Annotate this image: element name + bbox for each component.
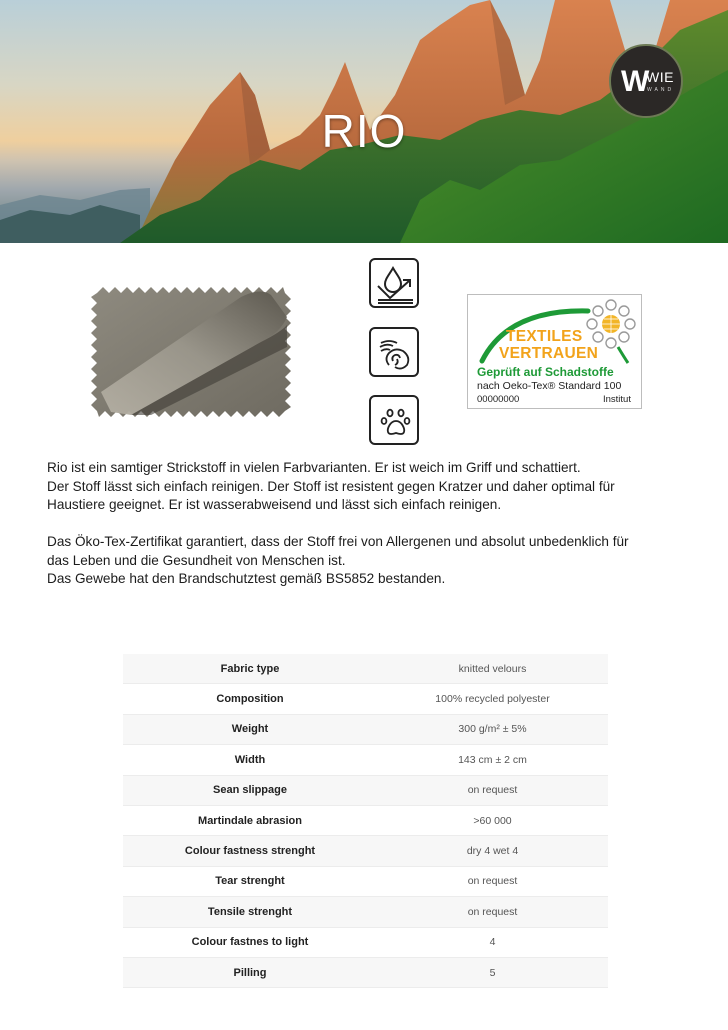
product-description (47, 459, 707, 607)
spec-row (123, 867, 608, 897)
spec-label: Tear strenght (215, 875, 285, 888)
spec-value: on request (467, 905, 518, 918)
oeko-tex-certificate (467, 294, 642, 409)
description-line: das Leben und die Gesundheit von Menschen ist. (47, 552, 346, 568)
spec-value: >60 000 (473, 814, 512, 827)
pet-friendly-icon (369, 395, 419, 445)
spec-label: Colour fastness strenght (184, 845, 316, 858)
certificate-line-3: Geprüft auf Schadstoffe (477, 365, 614, 379)
spec-label: Width (234, 753, 266, 766)
certificate-line-2: VERTRAUEN (499, 345, 599, 362)
spec-value: 143 cm ± 2 cm (458, 753, 527, 766)
spec-label: Weight (231, 723, 269, 736)
description-paragraph-1 (47, 459, 707, 515)
spec-value: 5 (489, 966, 496, 979)
spec-row (123, 715, 608, 745)
fabric-swatch-image (91, 287, 291, 417)
brand-logo (609, 44, 683, 118)
spec-row (123, 958, 608, 988)
spec-row (123, 928, 608, 958)
spec-value: dry 4 wet 4 (466, 845, 519, 858)
spec-label: Colour fastnes to light (191, 936, 309, 949)
spec-label: Fabric type (220, 662, 280, 675)
spec-row (123, 836, 608, 866)
spec-value: 100% recycled polyester (435, 693, 550, 706)
spec-label: Pilling (233, 966, 267, 979)
spec-label: Composition (216, 693, 284, 706)
brand-logo-wie: WIE (646, 69, 674, 85)
certificate-institute: Institut (603, 394, 631, 405)
spec-row (123, 684, 608, 714)
description-line: Haustiere geeignet. Er ist wasserabweisend und lässt sich einfach reinigen. (47, 497, 502, 512)
spec-row (123, 745, 608, 775)
spec-value: 300 g/m² ± 5% (458, 723, 527, 736)
hero-banner (0, 0, 728, 243)
description-paragraph-2 (47, 533, 707, 589)
certificate-line-1: TEXTILES (506, 328, 583, 345)
spec-value: 4 (489, 936, 496, 949)
spec-label: Martindale abrasion (198, 814, 302, 827)
description-line: Der Stoff lässt sich einfach reinigen. Der Stoff ist resistent gegen Kratzer und daher optimal für (47, 478, 615, 494)
spec-row (123, 654, 608, 684)
spec-label: Tensile strenght (207, 905, 293, 918)
water-repellent-icon (369, 258, 419, 308)
spec-row (123, 776, 608, 806)
spec-row (123, 897, 608, 927)
spec-value: knitted velours (458, 662, 527, 675)
description-line: Rio ist ein samtiger Strickstoff in vielen Farbvarianten. Er ist weich im Griff und schattiert. (47, 460, 581, 475)
spec-value: on request (467, 784, 518, 797)
spec-value: on request (467, 875, 518, 888)
scratch-resistant-icon (369, 327, 419, 377)
brand-logo-mark: W (621, 65, 648, 98)
spec-row (123, 806, 608, 836)
certificate-line-4: nach Oeko-Tex® Standard 100 (477, 380, 622, 392)
certificate-number: 00000000 (477, 394, 520, 405)
specification-table (123, 654, 608, 988)
spec-label: Sean slippage (213, 784, 287, 797)
brand-logo-wand: WAND (647, 87, 675, 93)
description-line: Das Öko-Tex-Zertifikat garantiert, dass der Stoff frei von Allergenen und absolut unbedenklich für (47, 534, 629, 549)
page-title: RIO (321, 105, 407, 157)
description-line: Das Gewebe hat den Brandschutztest gemäß BS5852 bestanden. (47, 571, 446, 586)
